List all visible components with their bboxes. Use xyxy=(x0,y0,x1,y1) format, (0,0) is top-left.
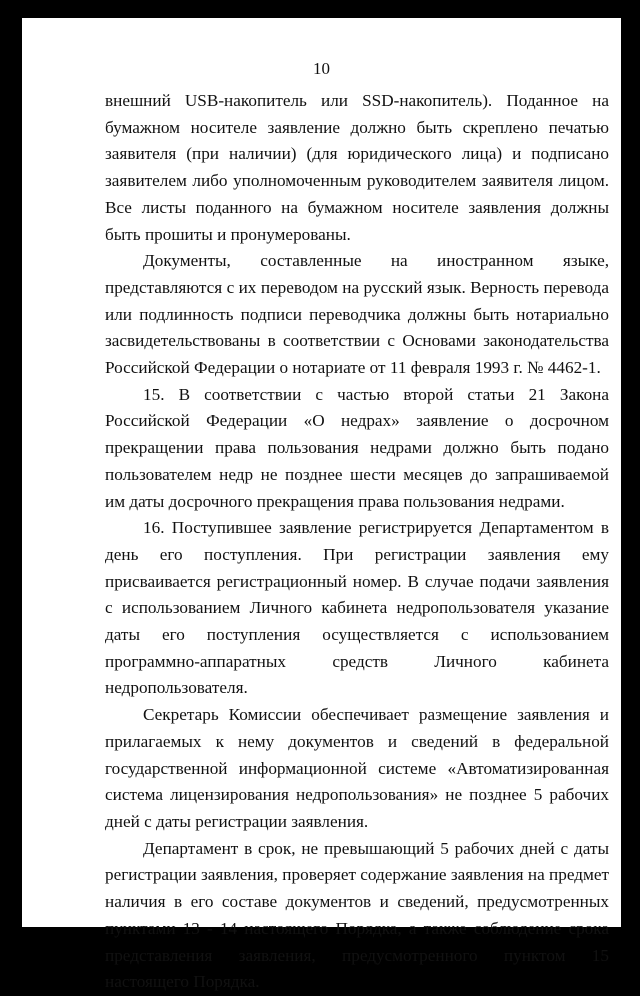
document-page xyxy=(22,18,621,992)
paragraph-commission-secretary: Секретарь Комиссии обеспечивает размещение заявления и прилагаемых к нему документов и сведений в федеральной государственной информационной системе «Автоматизированная система лицензирования недропользования» не позднее 5 рабочих дней с даты регистрации заявления. xyxy=(105,705,609,831)
page-number: 10 xyxy=(313,59,330,78)
paragraph-department-review: Департамент в срок, не превышающий 5 рабочих дней с даты регистрации заявления, проверяет содержание заявления на предмет наличия в его составе документов и сведений, предусмотренных пунктами 13 - 14 настоящего Порядка, а также соблюдение срока представления заявления, предусмотренного пунктом 15 настоящего Порядка. xyxy=(105,838,609,992)
paragraph-foreign-documents: Документы, составленные на иностранном языке, представляются с их переводом на русский язык. Верность перевода или подлинность подписи переводчика должны быть нотариально засвидетельствованы в соответствии с Основами законодательства Российской Федерации о нотариате от 11 февраля 1993 г. № 4462-1. xyxy=(105,251,609,378)
paragraph-clause-16: 16. Поступившее заявление регистрируется Департаментом в день его поступления. При регистрации заявления ему присваивается регистрационный номер. В случае подачи заявления с использованием Личного кабинета недропользователя указание даты его поступления осуществляется с использованием программно-аппаратных средств Личного кабинета недропользователя. xyxy=(105,518,609,698)
document-body xyxy=(105,88,609,996)
paragraph-clause-15: 15. В соответствии с частью второй статьи 21 Закона Российской Федерации «О недрах» заявление о досрочном прекращении права пользования недрами должно быть подано пользователем недр не позднее шести месяцев до запрашиваемой им даты досрочного прекращения права пользования недрами. xyxy=(105,384,609,511)
paragraph-continuation: внешний USB-накопитель или SSD-накопитель). Поданное на бумажном носителе заявление должно быть скреплено печатью заявителя (при наличии) (для юридического лица) и подписано заявителем либо уполномоченным руководителем заявителя лицом. Все листы поданного на бумажном носителе заявления должны быть прошиты и пронумерованы. xyxy=(105,91,609,244)
